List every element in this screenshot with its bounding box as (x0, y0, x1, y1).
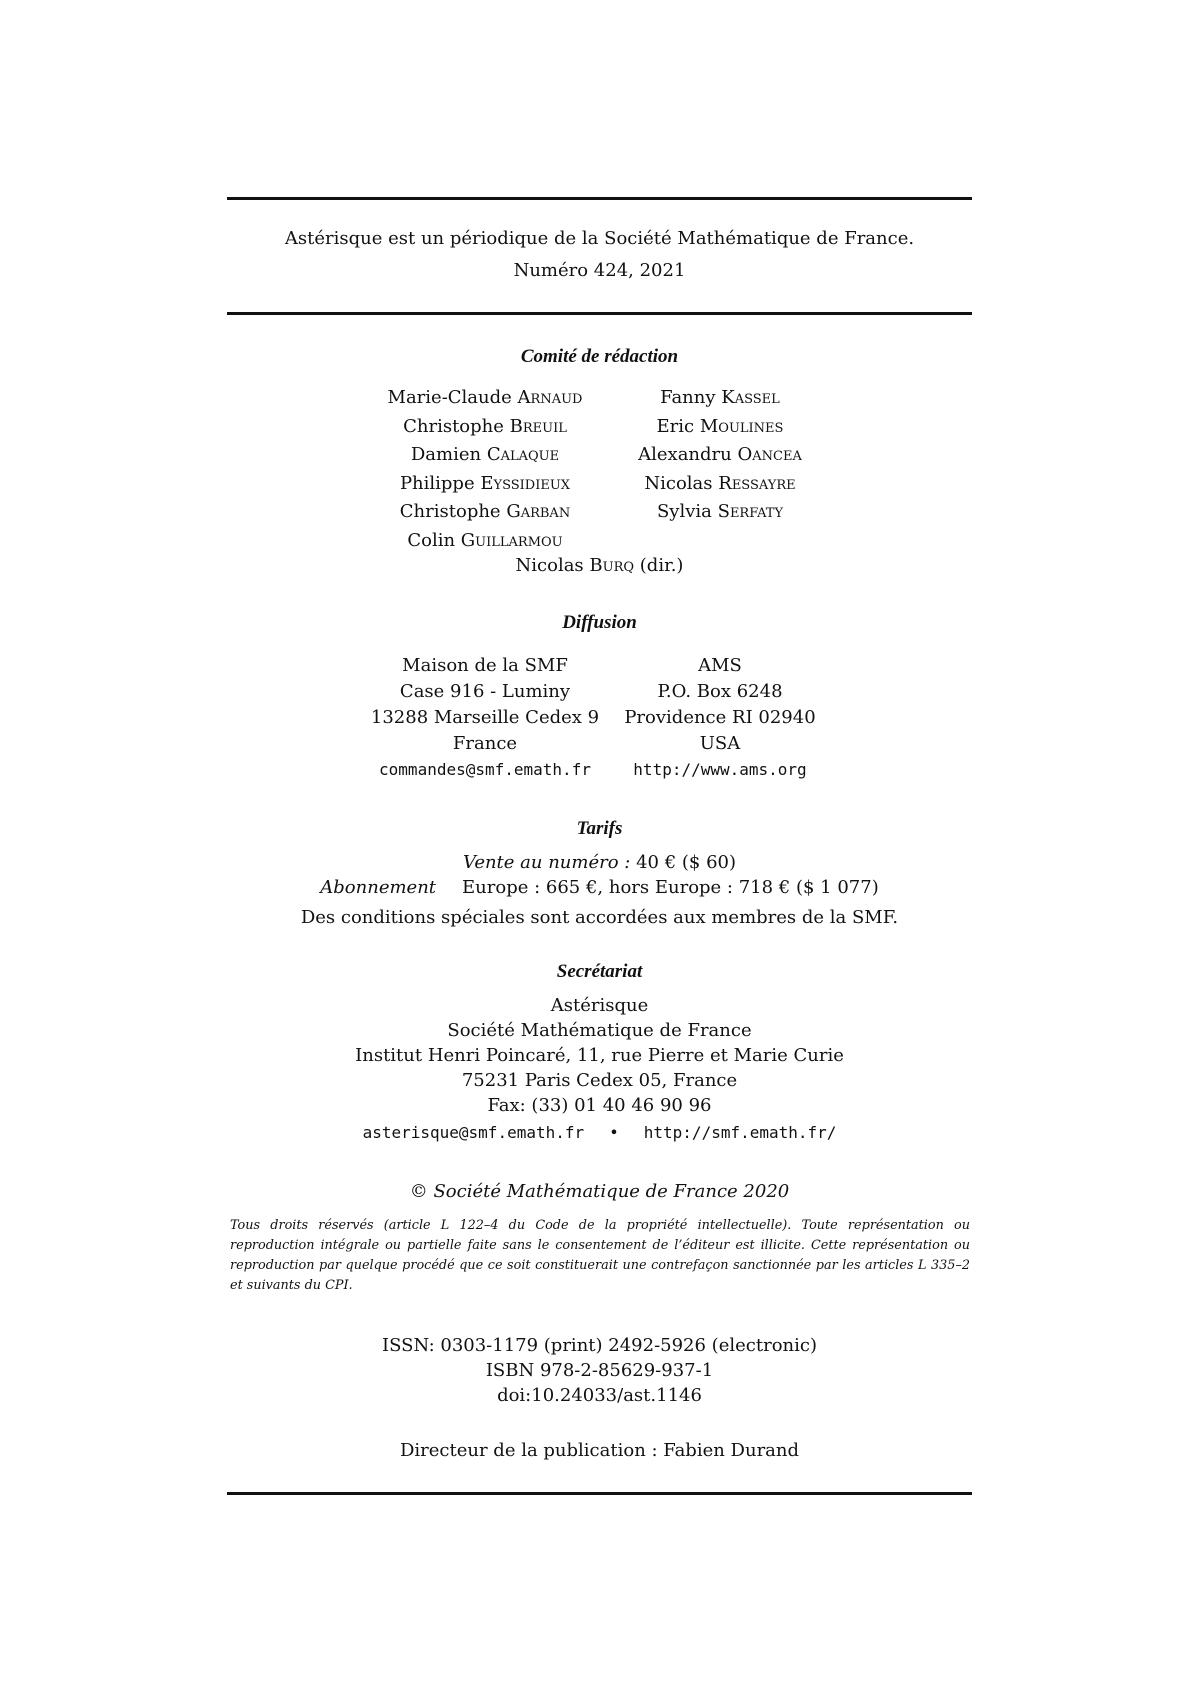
secretariat-line: Société Mathématique de France (447, 1020, 752, 1041)
comite-member: Eric Moulines (656, 415, 784, 437)
issue-number: Numéro 424, 2021 (513, 260, 686, 281)
diffusion-smf-line: 13288 Marseille Cedex 9 (370, 707, 600, 728)
comite-member: Colin Guillarmou (407, 529, 563, 551)
issn: ISSN: 0303-1179 (print) 2492-5926 (electronic) (382, 1335, 817, 1356)
tarif-conditions: Des conditions spéciales sont accordées aux membres de la SMF. (300, 907, 899, 928)
comite-member: Christophe Breuil (403, 415, 567, 437)
secretariat-line: Astérisque (550, 995, 649, 1016)
diffusion-smf-line: Case 916 - Luminy (399, 681, 571, 702)
diffusion-ams-url[interactable]: http://www.ams.org (633, 760, 807, 779)
diffusion-smf-line: France (452, 733, 518, 754)
secretariat-line: Institut Henri Poincaré, 11, rue Pierre et Marie Curie (355, 1045, 844, 1066)
secretariat-url[interactable]: http://smf.emath.fr/ (643, 1123, 837, 1142)
comite-member: Alexandru Oancea (638, 444, 802, 465)
secretariat-heading: Secrétariat (556, 961, 643, 982)
tarif-abonnement: Abonnement Europe : 665 €, hors Europe : 718 € ($ 1 077) (320, 877, 879, 898)
isbn: ISBN 978-2-85629-937-1 (485, 1360, 714, 1381)
tarifs-heading: Tarifs (576, 818, 623, 839)
comite-member: Marie-Claude Arnaud (387, 387, 583, 408)
comite-member: Nicolas Ressayre (644, 472, 796, 494)
secretariat-fax: Fax: (33) 01 40 46 90 96 (487, 1095, 712, 1116)
comite-member: Philippe Eyssidieux (399, 472, 571, 494)
publication-director: Directeur de la publication : Fabien Durand (399, 1440, 800, 1461)
diffusion-grid (360, 653, 830, 783)
diffusion-ams-line: P.O. Box 6248 (657, 681, 783, 702)
comite-heading: Comité de rédaction (520, 346, 679, 367)
comite-member: Damien Calaque (410, 444, 560, 465)
top-rule (227, 197, 972, 200)
diffusion-ams-line: USA (699, 733, 741, 754)
copyright-line: © Société Mathématique de France 2020 (409, 1181, 790, 1202)
secretariat-line: 75231 Paris Cedex 05, France (461, 1070, 738, 1091)
diffusion-smf-email[interactable]: commandes@smf.emath.fr (379, 760, 591, 779)
secretariat-email[interactable]: asterisque@smf.emath.fr (362, 1123, 585, 1142)
doi: doi:10.24033/ast.1146 (497, 1385, 702, 1406)
diffusion-smf-line: Maison de la SMF (402, 655, 568, 676)
diffusion-ams-line: Providence RI 02940 (624, 707, 816, 728)
comite-director: Nicolas Burq (dir.) (515, 555, 684, 576)
secretariat-contacts (227, 1123, 972, 1142)
copyright-notice: Tous droits réservés (article L 122–4 du Code de la propriété intellectuelle). Toute représentation ou reproduction intégrale ou partielle faite sans le consentement de l’éditeur est illicite. Cette représentation ou reproduction par quelque procédé que ce soit constituerait une contrefaçon sanctionnée par les articles L 335–2 et suivants du CPI. (230, 1218, 970, 1293)
comite-names-grid (360, 384, 830, 555)
journal-statement: Astérisque est un périodique de la Société Mathématique de France. (284, 228, 915, 249)
bullet-separator: • (609, 1123, 619, 1142)
bottom-rule (227, 1492, 972, 1495)
comite-member: Christophe Garban (399, 501, 571, 522)
tarif-vente: Vente au numéro : 40 € ($ 60) (462, 852, 737, 873)
comite-member: Fanny Kassel (660, 387, 780, 408)
comite-member: Sylvia Serfaty (656, 501, 784, 522)
header-bottom-rule (227, 312, 972, 315)
diffusion-heading: Diffusion (562, 612, 637, 633)
diffusion-ams-line: AMS (698, 655, 742, 676)
